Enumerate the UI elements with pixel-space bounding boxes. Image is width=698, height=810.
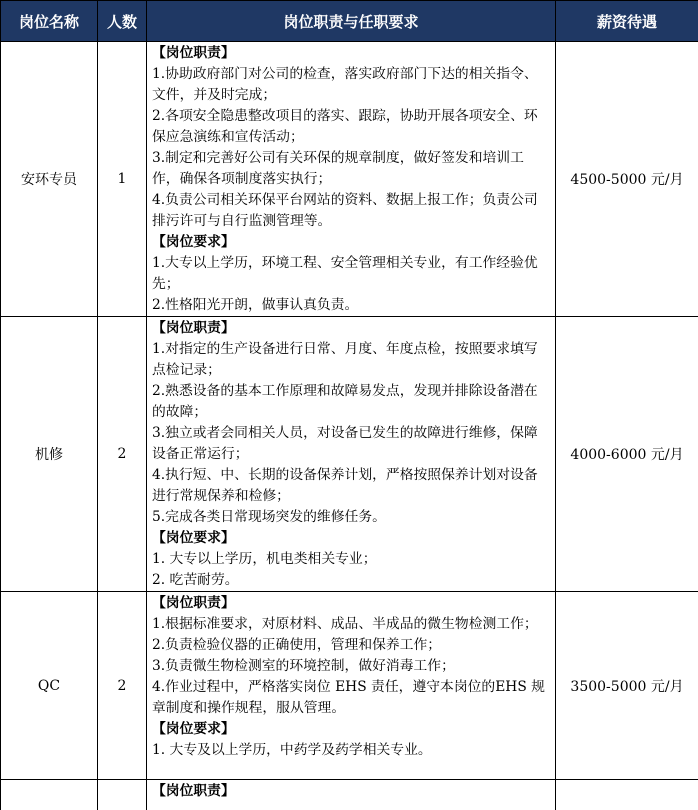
header-row: [1, 1, 698, 42]
duty-item: 1.根据标准要求，对原材料、成品、半成品的微生物检测工作；: [152, 614, 551, 635]
headcount: 1: [98, 42, 147, 317]
job-description: [147, 780, 556, 810]
salary: 4500-5000 元/月: [556, 42, 698, 317]
duty-item: 4.作业过程中，严格落实岗位 EHS 责任，遵守本岗位的EHS 规章制度和操作规程，服从管理。: [152, 677, 551, 719]
requirement-item: 2. 吃苦耐劳。: [152, 570, 551, 591]
headcount: 2: [98, 317, 147, 592]
position-name: 机修: [1, 317, 98, 592]
position-name: 安环专员: [1, 42, 98, 317]
table-row: [1, 592, 698, 780]
salary: 4000-6000 元/月: [556, 317, 698, 592]
duties-heading: 【岗位职责】: [152, 593, 551, 614]
table-row: [1, 42, 698, 317]
salary: 3500-5000 元/月: [556, 592, 698, 780]
requirement-item: 1. 大专及以上学历，中药学及药学相关专业。: [152, 740, 551, 761]
duties-heading: 【岗位职责】: [152, 318, 551, 339]
duty-item: 3.制定和完善好公司有关环保的规章制度，做好签发和培训工作，确保各项制度落实执行；: [152, 148, 551, 190]
header-salary: 薪资待遇: [556, 1, 698, 42]
duty-item: 1.协助政府部门对公司的检查，落实政府部门下达的相关指令、文件，并及时完成；: [152, 64, 551, 106]
table-row: [1, 317, 698, 592]
duty-item: 2.负责检验仪器的正确使用，管理和保养工作；: [152, 635, 551, 656]
header-count: 人数: [98, 1, 147, 42]
duties-heading: 【岗位职责】: [152, 43, 551, 64]
header-duties: 岗位职责与任职要求: [147, 1, 556, 42]
requirements-heading: 【岗位要求】: [152, 528, 551, 549]
duty-item: 5.完成各类日常现场突发的维修任务。: [152, 507, 551, 528]
position-name: [1, 780, 98, 810]
duty-item: 4.执行短、中、长期的设备保养计划，严格按照保养计划对设备进行常规保养和检修；: [152, 465, 551, 507]
job-description: [147, 317, 556, 592]
salary: [556, 780, 698, 810]
table-row-partial: [1, 780, 698, 810]
duty-item: 2.各项安全隐患整改项目的落实、跟踪，协助开展各项安全、环保应急演练和宣传活动；: [152, 106, 551, 148]
requirement-item: 2.性格阳光开朗，做事认真负责。: [152, 295, 551, 316]
duty-item: 1.对指定的生产设备进行日常、月度、年度点检，按照要求填写点检记录；: [152, 339, 551, 381]
headcount: [98, 780, 147, 810]
headcount: 2: [98, 592, 147, 780]
duty-item: 3.负责微生物检测室的环境控制，做好消毒工作；: [152, 656, 551, 677]
job-description: [147, 592, 556, 780]
header-position: 岗位名称: [1, 1, 98, 42]
duty-item: 2.熟悉设备的基本工作原理和故障易发点，发现并排除设备潜在的故障；: [152, 381, 551, 423]
requirements-heading: 【岗位要求】: [152, 719, 551, 740]
position-name: QC: [1, 592, 98, 780]
duties-heading: 【岗位职责】: [152, 781, 551, 802]
duty-item: 4.负责公司相关环保平台网站的资料、数据上报工作；负责公司排污许可与自行监测管理等。: [152, 190, 551, 232]
requirement-item: 1.大专以上学历，环境工程、安全管理相关专业，有工作经验优先；: [152, 253, 551, 295]
requirement-item: 1. 大专以上学历，机电类相关专业；: [152, 549, 551, 570]
requirements-heading: 【岗位要求】: [152, 232, 551, 253]
duty-item: 3.独立或者会同相关人员，对设备已发生的故障进行维修，保障设备正常运行；: [152, 423, 551, 465]
job-description: [147, 42, 556, 317]
